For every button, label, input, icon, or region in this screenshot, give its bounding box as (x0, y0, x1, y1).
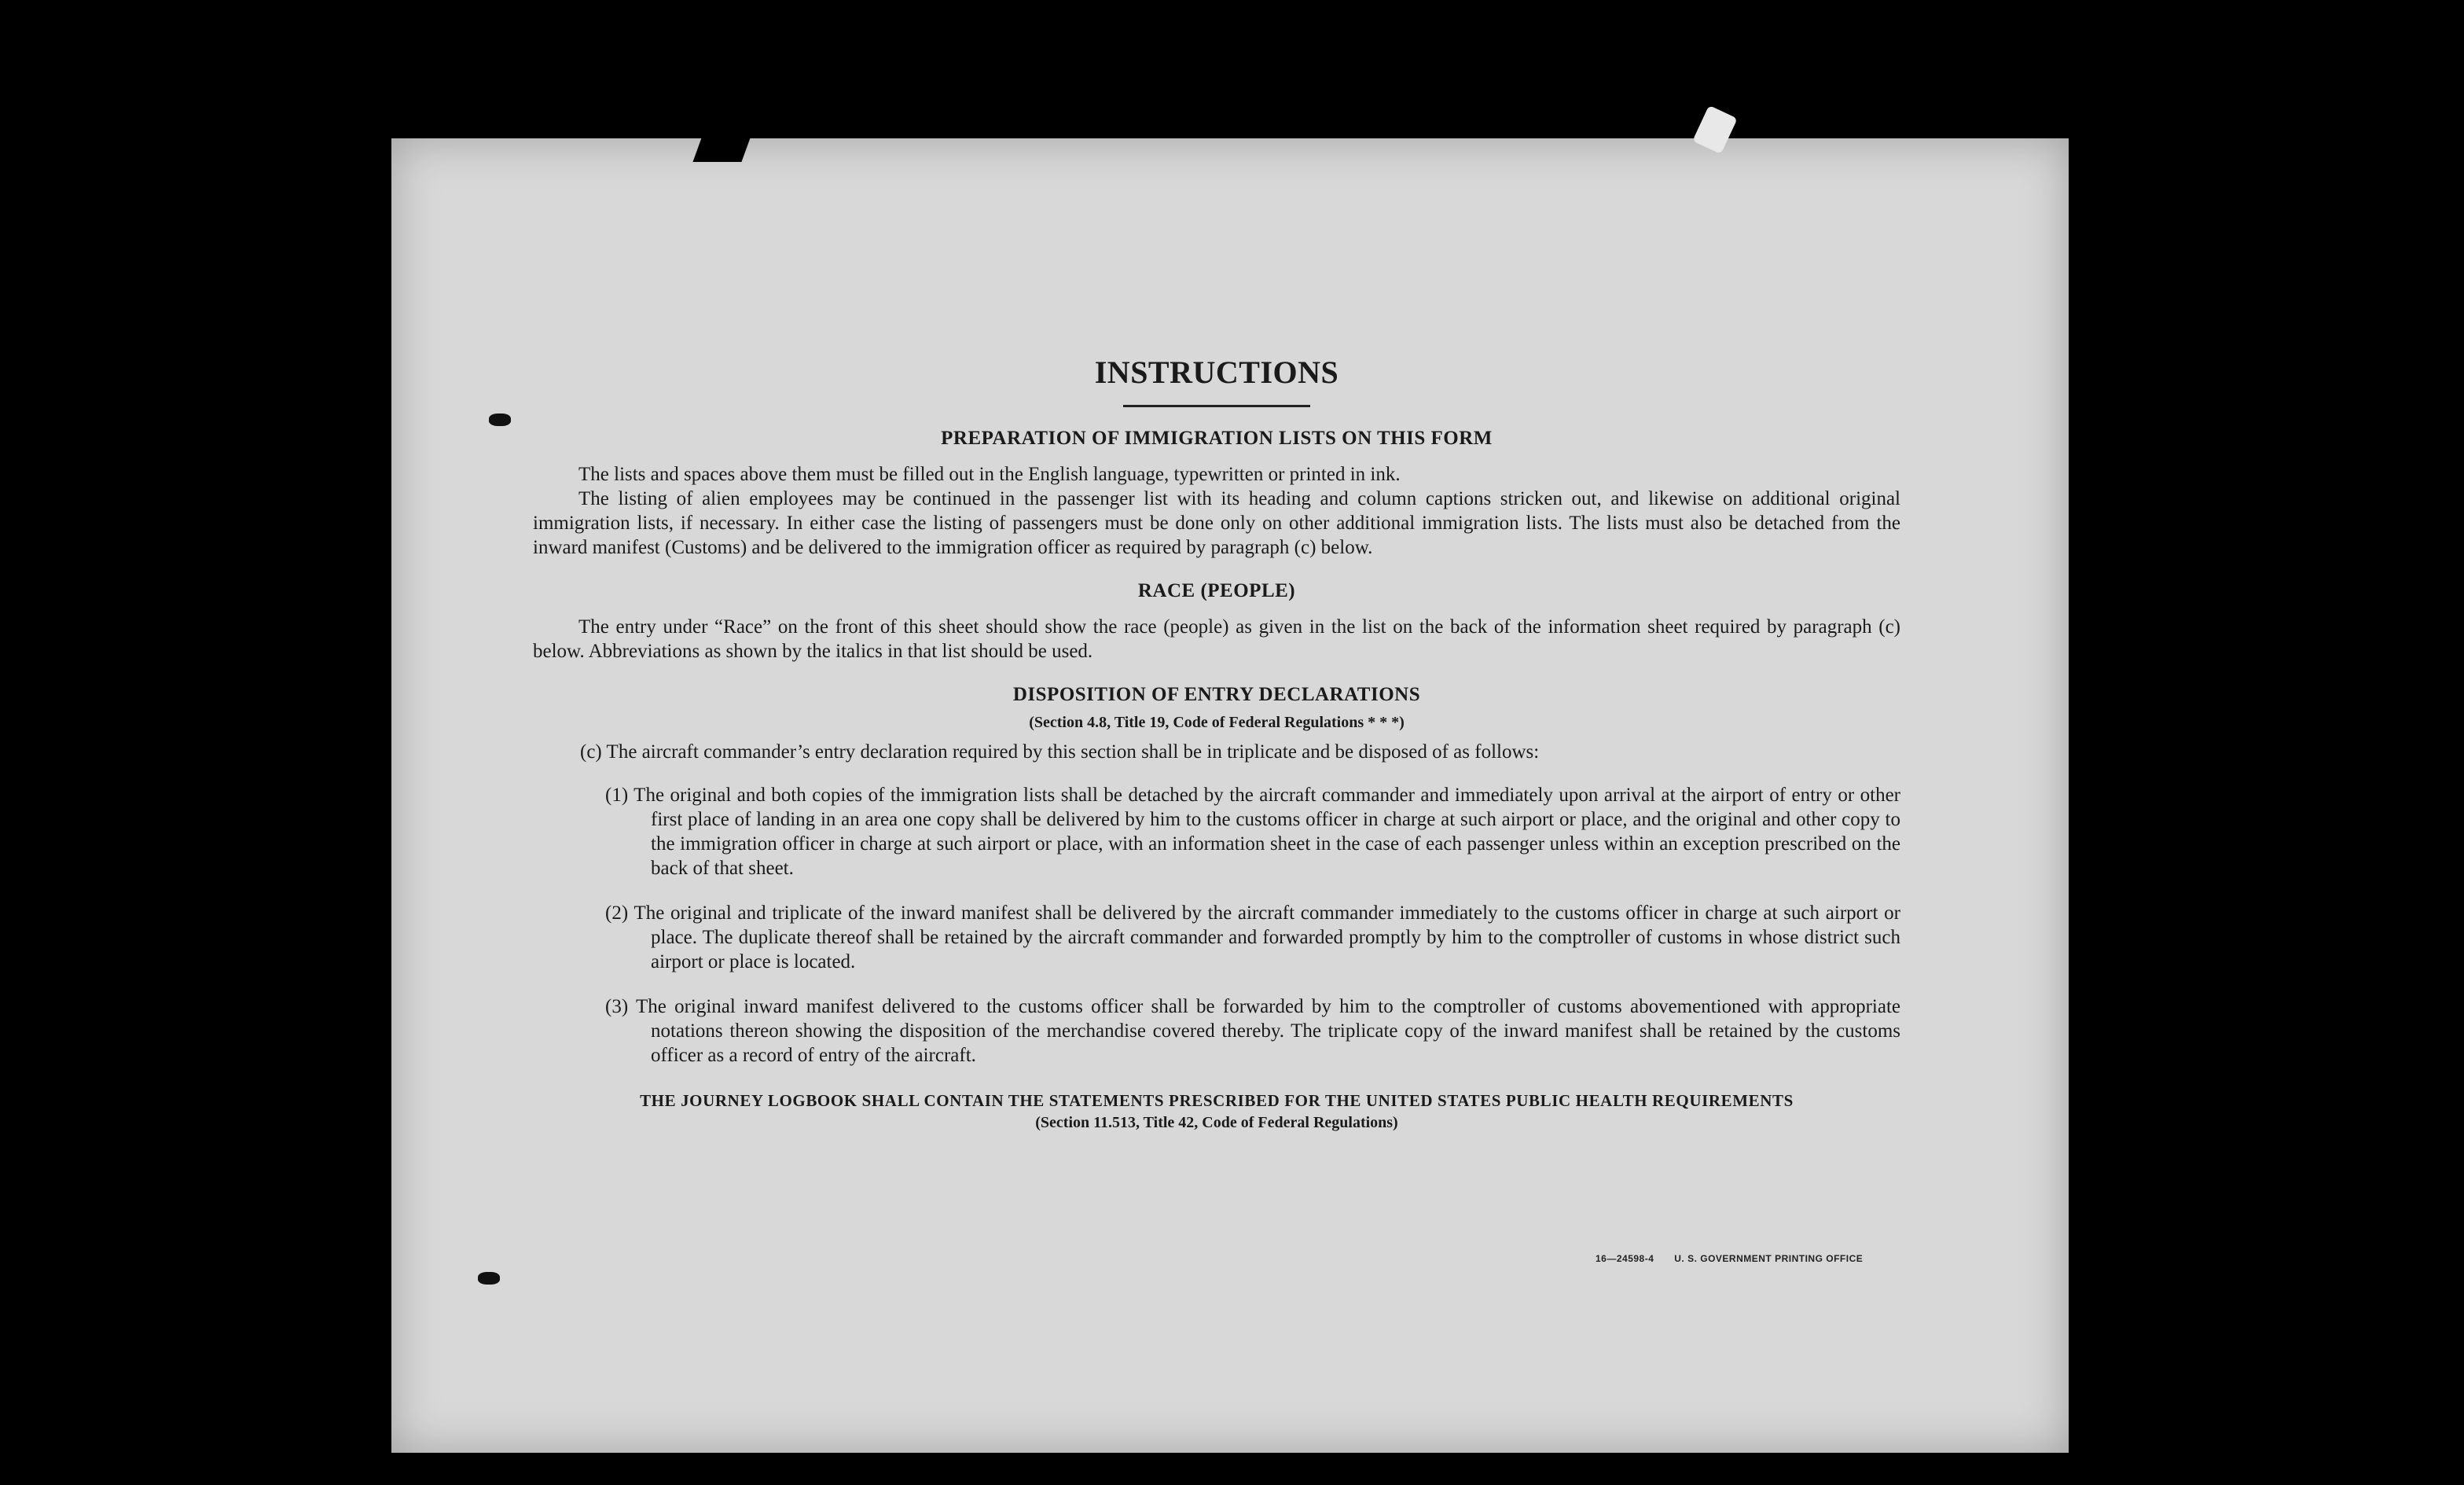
instructions-content (533, 354, 1900, 1132)
disposition-item: (3) The original inward manifest delivered to the customs officer shall be forwarded by him to the comptroller of customs abovementioned with appropriate notations thereon showing the disposition of the merchandise covered thereby. The triplicate copy of the inward manifest shall be retained by the customs officer as a record of entry of the aircraft. (605, 996, 1900, 1066)
form-number: 16—24598-4 (1596, 1253, 1654, 1264)
disposition-item: (2) The original and triplicate of the inward manifest shall be delivered by the aircraft commander immediately to the customs officer in charge at such airport or place. The duplicate thereof shall be retained by the aircraft commander and forwarded promptly by him to the comptroller of customs in whose district such airport or place is located. (605, 902, 1900, 972)
race-heading: RACE (PEOPLE) (1137, 580, 1296, 601)
punch-hole (489, 414, 511, 426)
punch-hole (478, 1272, 500, 1285)
preparation-paragraph: The listing of alien employees may be continued in the passenger list with its heading and column captions stricken out, and likewise on additional original immigration lists, if necessary. In either case the listing of passengers must be done only on other additional immigration lists. The lists must also be detached from the inward manifest (Customs) and be delivered to the immigration officer as required by paragraph (c) below. (533, 488, 1900, 558)
paper-tear (692, 134, 751, 162)
preparation-section (533, 462, 1900, 560)
printer-name: U. S. GOVERNMENT PRINTING OFFICE (1674, 1253, 1864, 1264)
printer-imprint (1596, 1253, 1863, 1264)
preparation-paragraph: The lists and spaces above them must be filled out in the English language, typewritten or printed in ink. (578, 464, 1401, 485)
disposition-heading: DISPOSITION OF ENTRY DECLARATIONS (1012, 684, 1421, 705)
race-paragraph: The entry under “Race” on the front of this sheet should show the race (people) as given in the list on the back of the information sheet required by paragraph (c) below. Abbreviations as shown by the italics in that list should be used. (533, 616, 1900, 662)
page-title: INSTRUCTIONS (1094, 355, 1339, 390)
disposition-item: (1) The original and both copies of the immigration lists shall be detached by the aircraft commander and immediately upon arrival at the airport of entry or other first place of landing in an area one copy shall be delivered by him to the customs officer in charge at such airport or place, and the original and other copy to the immigration officer in charge at such airport or place, with an information sheet in the case of each passenger unless within an exception prescribed on the back of that sheet. (605, 785, 1900, 879)
logbook-citation: (Section 11.513, Title 42, Code of Federal Regulations) (1035, 1114, 1398, 1131)
logbook-statement: THE JOURNEY LOGBOOK SHALL CONTAIN THE STATEMENTS PRESCRIBED FOR THE UNITED STATES PUBLIC HEALTH REQUIREMENTS (640, 1091, 1794, 1110)
title-rule (1123, 405, 1310, 407)
race-section (533, 615, 1900, 663)
preparation-heading: PREPARATION OF IMMIGRATION LISTS ON THIS FORM (941, 428, 1493, 449)
disposition-citation: (Section 4.8, Title 19, Code of Federal Regulations * * *) (1029, 714, 1405, 731)
disposition-intro: (c) The aircraft commander’s entry declaration required by this section shall be in triplicate and be disposed of as follows: (580, 741, 1540, 763)
